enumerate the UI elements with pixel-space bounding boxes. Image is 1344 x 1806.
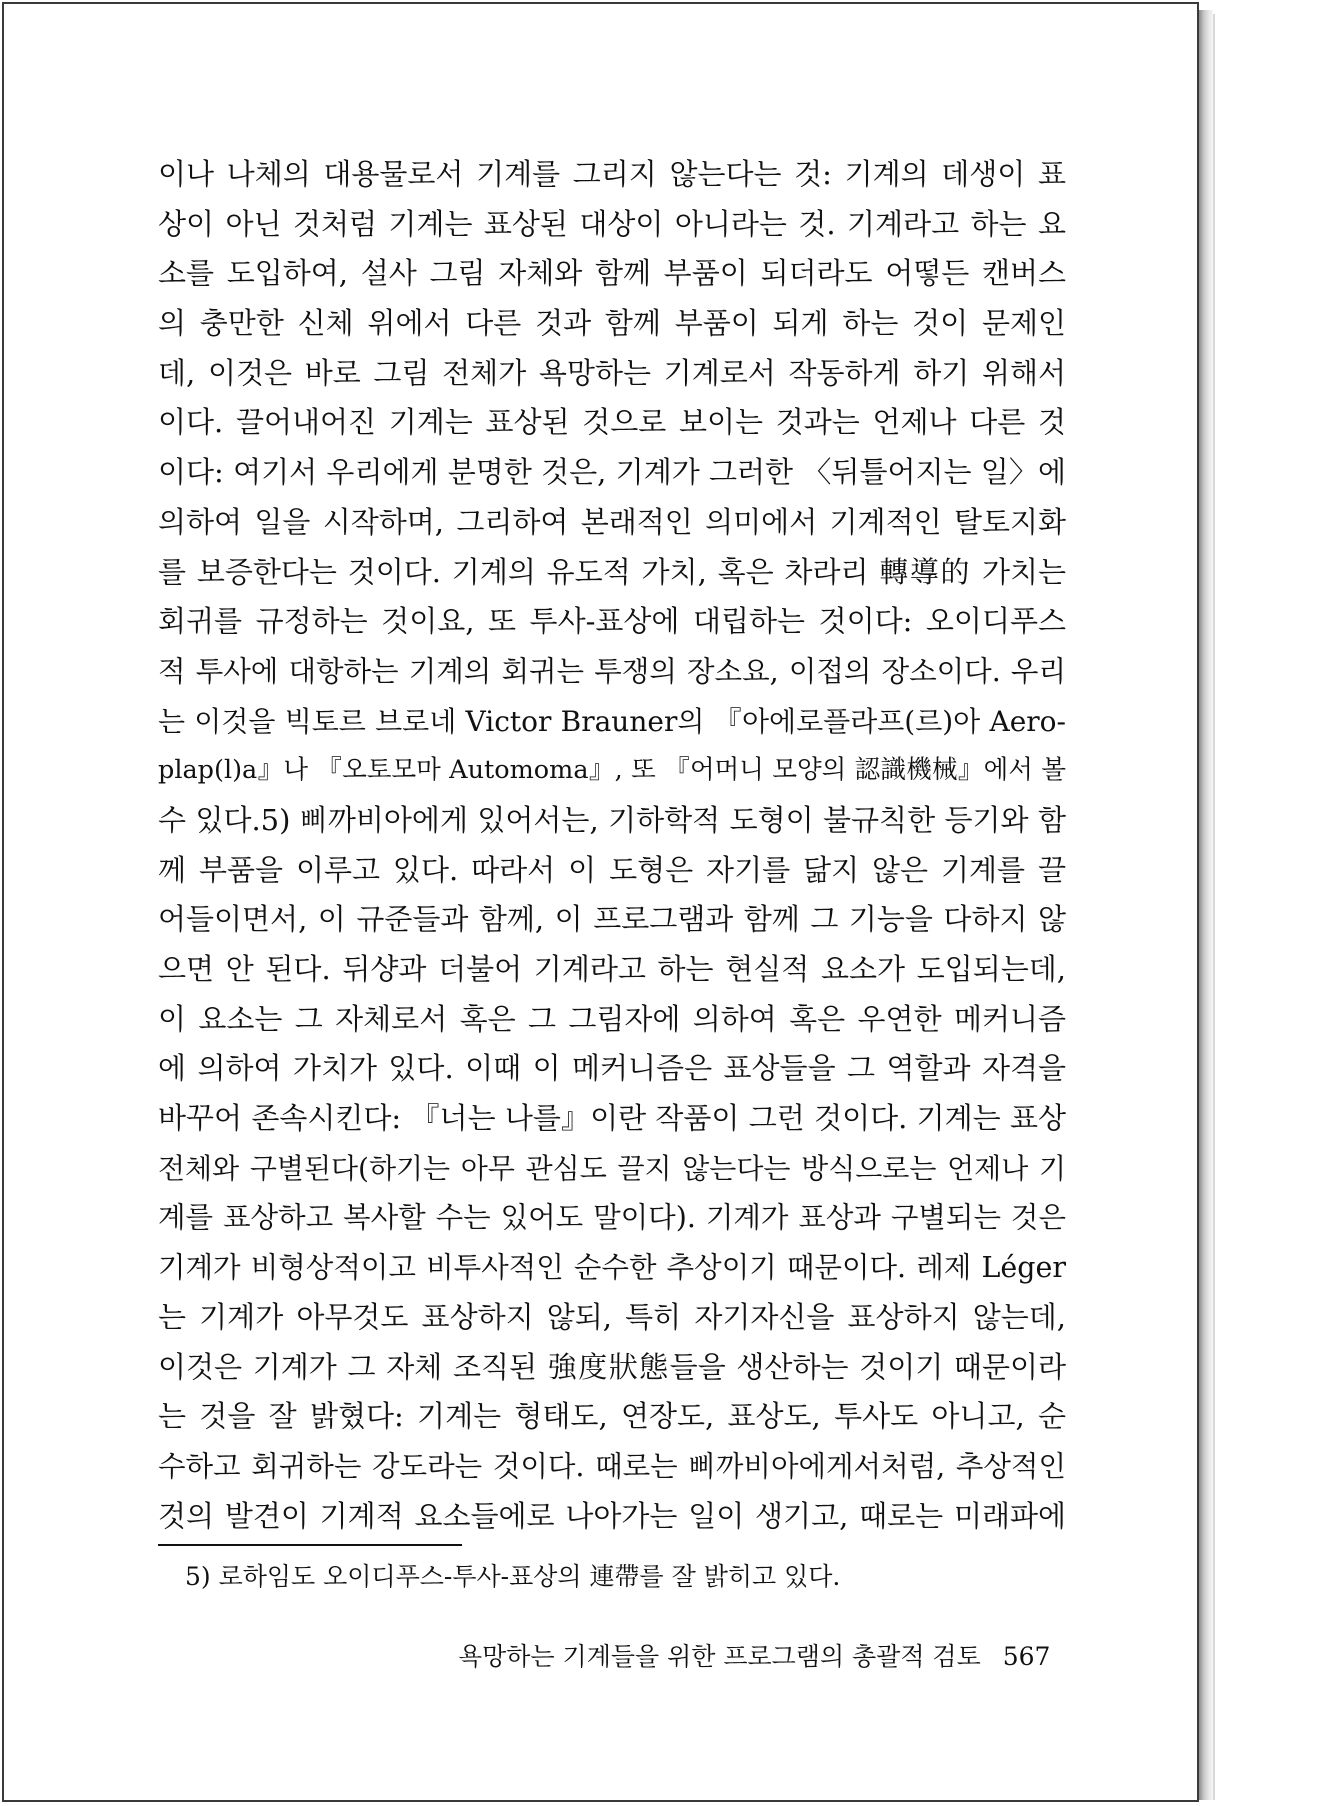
- body-line: 수하고 회귀하는 강도라는 것이다. 때로는 삐까비아에게서처럼, 추상적인: [158, 1449, 1066, 1483]
- body-line: 이것은 기계가 그 자체 조직된 強度狀態들을 생산하는 것이기 때문이라: [158, 1349, 1066, 1384]
- page-edge-shadow: [1199, 10, 1213, 1800]
- body-line: plap(l)a』나 『오토모마 Automoma』, 또 『어머니 모양의 認識機械』에서 볼: [158, 755, 1066, 786]
- running-title: 욕망하는 기계들을 위한 프로그램의 총괄적 검토: [458, 1642, 981, 1671]
- body-line: 이다: 여기서 우리에게 분명한 것은, 기계가 그러한 〈뒤틀어지는 일〉에: [158, 455, 1066, 490]
- footnote: 5) 로하임도 오이디푸스-투사-표상의 連帶를 잘 밝히고 있다.: [185, 1562, 841, 1591]
- body-line: 전체와 구별된다(하기는 아무 관심도 끌지 않는다는 방식으로는 언제나 기: [158, 1151, 1066, 1185]
- body-line: 상이 아닌 것처럼 기계는 표상된 대상이 아니라는 것. 기계라고 하는 요: [158, 206, 1066, 241]
- body-line: 소를 도입하여, 설사 그림 자체와 함께 부품이 되더라도 어떻든 캔버스: [158, 256, 1066, 291]
- body-line: 회귀를 규정하는 것이요, 또 투사-표상에 대립하는 것이다: 오이디푸스: [158, 604, 1066, 639]
- body-line: 바꾸어 존속시킨다: 『너는 나를』이란 작품이 그런 것이다. 기계는 표상: [158, 1101, 1066, 1136]
- body-line: 께 부품을 이루고 있다. 따라서 이 도형은 자기를 닮지 않은 기계를 끌: [158, 852, 1066, 887]
- body-text: [158, 150, 1066, 1541]
- body-line: 이나 나체의 대용물로서 기계를 그리지 않는다는 것: 기계의 데생이 표: [158, 157, 1066, 191]
- body-line: 으면 안 된다. 뒤샹과 더불어 기계라고 하는 현실적 요소가 도입되는데,: [158, 952, 1066, 986]
- body-line: 이 요소는 그 자체로서 혹은 그 그림자에 의하여 혹은 우연한 메커니즘: [158, 1001, 1066, 1036]
- body-line: 어들이면서, 이 규준들과 함께, 이 프로그램과 함께 그 기능을 다하지 않: [158, 902, 1066, 937]
- body-line: 는 이것을 빅토르 브로네 Victor Brauner의 『아에로플라프(르)아 Aero-: [158, 704, 1066, 738]
- body-line: 계를 표상하고 복사할 수는 있어도 말이다). 기계가 표상과 구별되는 것은: [158, 1201, 1066, 1235]
- body-line: 의하여 일을 시작하며, 그리하여 본래적인 의미에서 기계적인 탈토지화: [158, 504, 1066, 539]
- body-line: 를 보증한다는 것이다. 기계의 유도적 가치, 혹은 차라리 轉導的 가치는: [158, 554, 1066, 589]
- body-line: 수 있다.5) 삐까비아에게 있어서는, 기하학적 도형이 불규칙한 등기와 함: [158, 802, 1066, 837]
- body-line: 는 기계가 아무것도 표상하지 않되, 특히 자기자신을 표상하지 않는데,: [158, 1299, 1066, 1334]
- book-page: [2, 2, 1199, 1802]
- page-edge-line: [1213, 14, 1215, 1800]
- body-line: 적 투사에 대항하는 기계의 회귀는 투쟁의 장소요, 이접의 장소이다. 우리: [158, 654, 1066, 688]
- footnote-divider: [158, 1544, 462, 1546]
- body-line: 의 충만한 신체 위에서 다른 것과 함께 부품이 되게 하는 것이 문제인: [158, 306, 1066, 341]
- body-line: 이다. 끌어내어진 기계는 표상된 것으로 보이는 것과는 언제나 다른 것: [158, 405, 1066, 440]
- running-footer: [458, 1640, 1051, 1674]
- body-line: 기계가 비형상적이고 비투사적인 순수한 추상이기 때문이다. 레제 Léger: [158, 1251, 1066, 1285]
- body-line: 에 의하여 가치가 있다. 이때 이 메커니즘은 표상들을 그 역할과 자격을: [158, 1051, 1066, 1086]
- page-number: 567: [1002, 1642, 1051, 1671]
- body-line: 것의 발견이 기계적 요소들에로 나아가는 일이 생기고, 때로는 미래파에: [158, 1498, 1066, 1533]
- body-line: 데, 이것은 바로 그림 전체가 욕망하는 기계로서 작동하게 하기 위해서: [158, 355, 1066, 390]
- body-line: 는 것을 잘 밝혔다: 기계는 형태도, 연장도, 표상도, 투사도 아니고, 순: [158, 1399, 1066, 1434]
